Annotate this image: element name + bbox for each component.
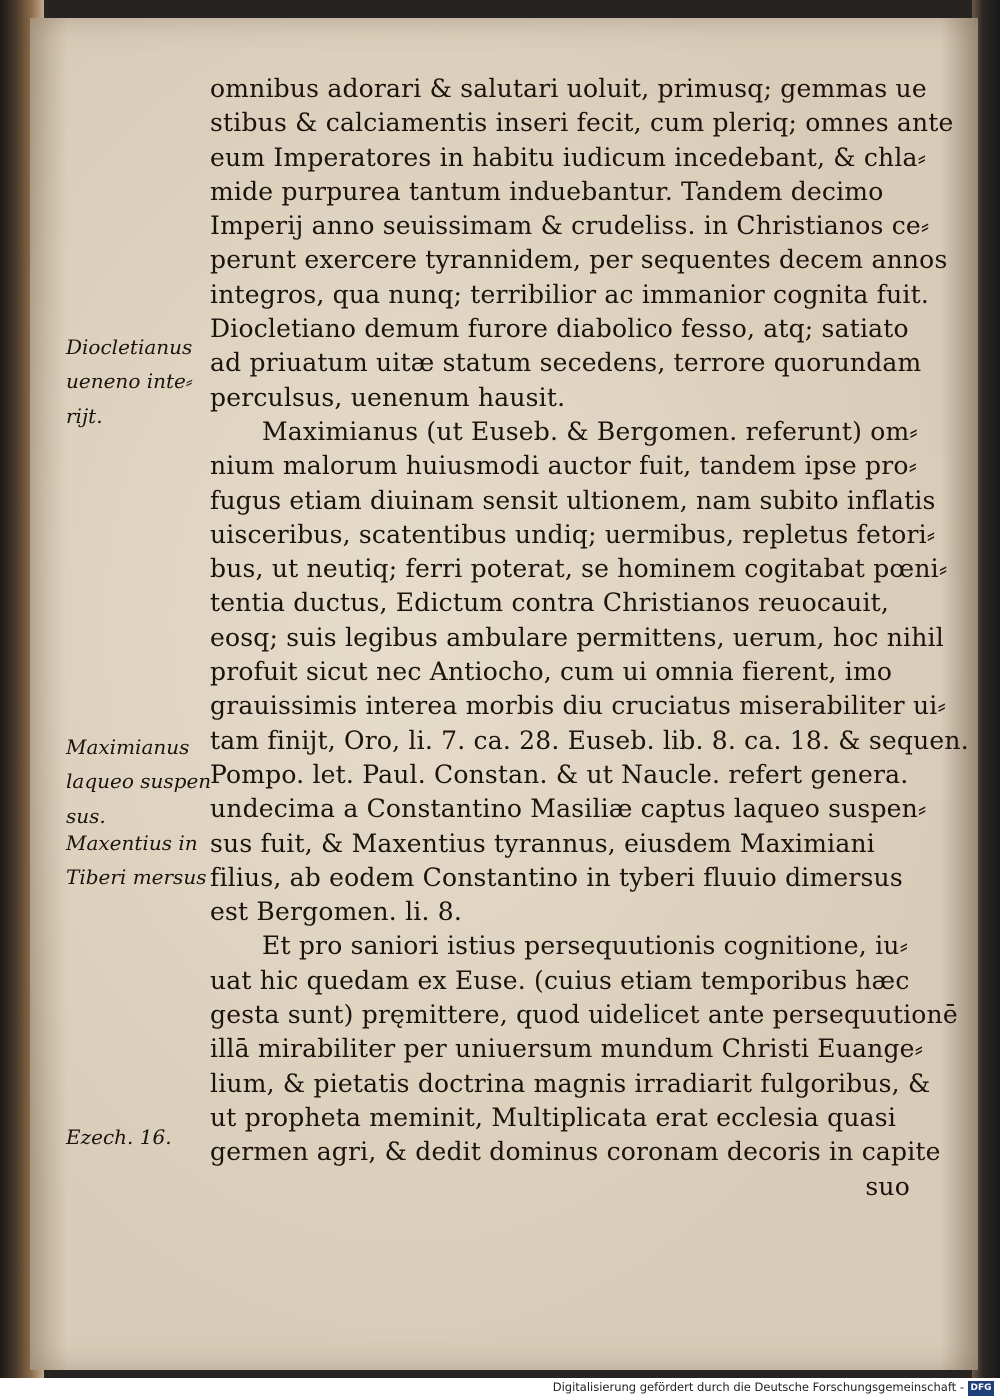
paragraph-start-line: Maximianus (ut Euseb. & Bergomen. referunt) om⸗	[262, 416, 918, 446]
text-line: omnibus adorari & salutari uoluit, primusq; gemmas ue	[210, 74, 927, 103]
margin-note-maxentius	[66, 826, 206, 895]
margin-note-ezech	[66, 1120, 172, 1154]
text-line: est Bergomen. li. 8.	[210, 897, 463, 927]
text-line: uisceribus, scatentibus undiq; uermibus, repletus fetori⸗	[210, 519, 936, 549]
margin-note-line: Diocletianus	[66, 335, 193, 359]
text-line: undecima a Constantino Masiliæ captus laqueo suspen⸗	[210, 794, 927, 824]
margin-note-line: Tiberi mersus	[66, 865, 207, 890]
text-line: tentia ductus, Edictum contra Christianos reuocauit,	[210, 588, 890, 618]
margin-note-line: Maximianus	[66, 735, 190, 759]
funding-credit: Digitalisierung gefördert durch die Deutsche Forschungsgemeinschaft -	[552, 1380, 964, 1394]
text-line: eosq; suis legibus ambulare permittens, uerum, hoc nihil	[210, 622, 944, 652]
text-line: ut propheta meminit, Multiplicata erat ecclesia quasi	[210, 1102, 897, 1132]
text-line: integros, qua nunq; terribilior ac immanior cognita fuit.	[210, 279, 929, 309]
catchword: suo	[865, 1171, 910, 1201]
dfg-logo[interactable]: DFG	[968, 1381, 994, 1396]
margin-note-diocletianus	[66, 330, 193, 433]
main-text-block	[210, 72, 969, 1204]
text-line: tam finijt, Oro, li. 7. ca. 28. Euseb. lib. 8. ca. 18. & sequen.	[210, 725, 969, 755]
margin-note-line: Maxentius in	[66, 831, 198, 855]
margin-note-line: laqueo suspen	[66, 769, 212, 794]
text-line: grauissimis interea morbis diu cruciatus miserabiliter ui⸗	[210, 691, 946, 721]
text-line: Imperij anno seuissimam & crudeliss. in Christianos ce⸗	[210, 211, 930, 241]
text-line: uat hic quedam ex Euse. (cuius etiam temporibus hæc	[210, 965, 910, 995]
text-line: filius, ab eodem Constantino in tyberi fluuio dimersus	[210, 862, 903, 892]
text-line: mide purpurea tantum induebantur. Tandem decimo	[210, 176, 884, 206]
text-line: bus, ut neutiq; ferri poterat, se hominem cogitabat pœni⸗	[210, 554, 948, 584]
text-line: germen agri, & dedit dominus coronam decoris in capite	[210, 1137, 941, 1167]
margin-note-line: Ezech. 16.	[66, 1125, 172, 1149]
text-line: Pompo. let. Paul. Constan. & ut Naucle. refert genera.	[210, 759, 909, 789]
text-line: gesta sunt) pręmittere, quod uidelicet ante persequutionē	[210, 1000, 958, 1030]
text-line: fugus etiam diuinam sensit ultionem, nam subito inflatis	[210, 485, 936, 515]
text-line: Diocletiano demum furore diabolico fesso, atq; satiato	[210, 314, 909, 344]
text-line: illā mirabiliter per uniuersum mundum Christi Euange⸗	[210, 1034, 924, 1064]
text-line: stibus & calciamentis inseri fecit, cum pleriq; omnes ante	[210, 108, 954, 138]
text-line: lium, & pietatis doctrina magnis irradiarit fulgoribus, &	[210, 1068, 931, 1098]
margin-note-line: sus.	[66, 803, 106, 828]
text-line: profuit sicut nec Antiocho, cum ui omnia fierent, imo	[210, 657, 893, 687]
margin-note-maximianus	[66, 730, 211, 833]
margin-note-line: rijt.	[66, 403, 103, 428]
text-line: perunt exercere tyrannidem, per sequentes decem annos	[210, 245, 948, 275]
text-line: nium malorum huiusmodi auctor fuit, tandem ipse pro⸗	[210, 451, 918, 481]
margin-note-line: ueneno inte⸗	[66, 369, 193, 394]
text-line: eum Imperatores in habitu iudicum incedebant, & chla⸗	[210, 142, 927, 172]
text-line: ad priuatum uitæ statum secedens, terrore quorundam	[210, 348, 922, 378]
paragraph-start-line: Et pro saniori istius persequutionis cognitione, iu⸗	[262, 931, 909, 961]
text-line: perculsus, uenenum hausit.	[210, 382, 566, 412]
text-line: sus fuit, & Maxentius tyrannus, eiusdem Maximiani	[210, 828, 875, 858]
